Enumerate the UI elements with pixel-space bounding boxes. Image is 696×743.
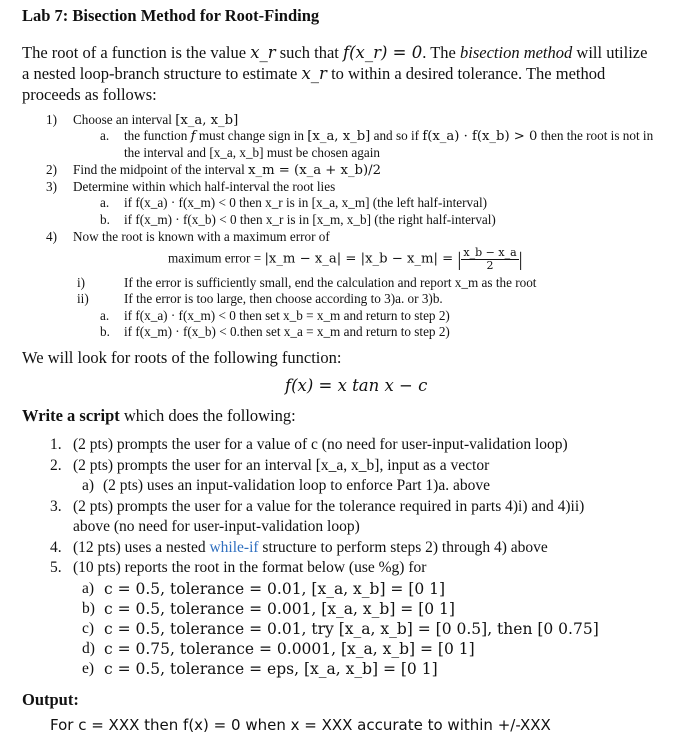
item-num: 5.	[50, 559, 62, 576]
interval: [x_a, x_b]	[307, 129, 371, 144]
item-text: (12 pts) uses a nested	[73, 539, 210, 556]
abs-bar-left: |	[457, 248, 462, 271]
item-num: 4.	[50, 539, 62, 556]
intro-line-2	[22, 64, 605, 84]
step-4a-num: a.	[100, 308, 110, 323]
intro-text: such that	[275, 43, 344, 62]
bisection-method-term: bisection method	[460, 43, 573, 62]
case-num: c)	[82, 620, 95, 637]
step-4i-num: i)	[77, 275, 86, 290]
step-3b: if f(x_m) · f(x_b) < 0 then x_r is in [x_m, x_b] (the right half-interval)	[124, 212, 496, 227]
step-4ii-num: ii)	[77, 291, 89, 306]
case-num: b)	[82, 600, 95, 617]
case-e: c = 0.5, tolerance = eps, [x_a, x_b] = [0 1]	[104, 660, 438, 678]
midpoint-equation: x_m = (x_a + x_b)/2	[248, 163, 381, 178]
step-1a-line-2: the interval and [x_a, x_b] must be chosen again	[124, 145, 380, 160]
item-num: 3.	[50, 498, 62, 515]
max-error-fraction	[461, 247, 518, 272]
output-heading: Output:	[22, 690, 79, 709]
interval: [x_a, x_b]	[175, 113, 239, 128]
script-item-2a: (2 pts) uses an input-validation loop to enforce Part 1)a. above	[103, 477, 490, 494]
step-text: must change sign in	[195, 128, 308, 143]
item-num: 1.	[50, 436, 62, 453]
case-num: e)	[82, 660, 95, 677]
case-num: a)	[82, 580, 95, 597]
step-text: and so if	[370, 128, 423, 143]
intro-text: . The	[422, 43, 460, 62]
script-item-4	[73, 539, 548, 557]
xr-symbol: x_r	[301, 64, 327, 83]
step-3: Determine within which half-interval the root lies	[73, 179, 336, 194]
function-equation: f(x) = x tan x − c	[285, 376, 428, 395]
script-heading-rest: which does the following:	[119, 406, 296, 425]
xr-symbol: x_r	[250, 43, 276, 62]
step-4b-num: b.	[100, 324, 110, 339]
fxr-equation: f(x_r) = 0	[343, 43, 423, 62]
step-1a-num: a.	[100, 128, 110, 143]
step-3b-num: b.	[100, 212, 110, 227]
script-heading	[22, 406, 296, 426]
step-text: Find the midpoint of the interval	[73, 162, 249, 177]
step-1a	[124, 128, 653, 145]
intro-text: will utilize	[572, 43, 648, 62]
max-error-expression: |x_m − x_a| = |x_b − x_m| =	[264, 251, 458, 267]
item-num: 2.	[50, 457, 62, 474]
item-text: structure to perform steps 2) through 4) above	[258, 539, 548, 556]
intro-text: a nested loop-branch structure to estimate	[22, 64, 302, 83]
step-text: Choose an interval	[73, 112, 176, 127]
step-4: Now the root is known with a maximum error of	[73, 229, 330, 244]
abs-bar-right: |	[518, 248, 523, 271]
step-2	[73, 162, 381, 179]
step-4-num: 4)	[46, 229, 57, 244]
step-text: then the root is not in	[537, 128, 654, 143]
case-d: c = 0.75, tolerance = 0.0001, [x_a, x_b] = [0 1]	[104, 640, 475, 658]
fraction-numerator: x_b − x_a	[463, 246, 517, 259]
step-4b: if f(x_m) · f(x_b) < 0.then set x_a = x_m and return to step 2)	[124, 324, 450, 339]
max-error-equation	[168, 247, 523, 272]
script-item-2: (2 pts) prompts the user for an interval [x_a, x_b], input as a vector	[73, 457, 490, 474]
step-1	[73, 112, 238, 129]
script-heading-bold: Write a script	[22, 406, 120, 425]
intro-line-1	[22, 43, 647, 63]
step-4a: if f(x_a) · f(x_m) < 0 then set x_b = x_m and return to step 2)	[124, 308, 450, 323]
intro-text: The root of a function is the value	[22, 43, 251, 62]
step-3a: if f(x_a) · f(x_m) < 0 then x_r is in [x_a, x_m] (the left half-interval)	[124, 195, 488, 210]
case-a: c = 0.5, tolerance = 0.01, [x_a, x_b] = [0 1]	[104, 580, 446, 598]
sign-condition: f(x_a) · f(x_b) > 0	[422, 129, 538, 144]
case-num: d)	[82, 640, 95, 657]
step-text: the function	[124, 128, 191, 143]
page-title: Lab 7: Bisection Method for Root-Finding	[22, 6, 320, 25]
intro-text: to within a desired tolerance. The method	[326, 64, 606, 83]
step-2-num: 2)	[46, 162, 57, 177]
step-3a-num: a.	[100, 195, 110, 210]
max-error-label: maximum error =	[168, 250, 265, 266]
f-symbol: f	[190, 129, 196, 144]
script-item-5: (10 pts) reports the root in the format below (use %g) for	[73, 559, 427, 576]
script-item-3: (2 pts) prompts the user for a value for the tolerance required in parts 4)i) and 4)ii)	[73, 498, 585, 515]
item-num: a)	[82, 477, 95, 494]
step-4ii: If the error is too large, then choose according to 3)a. or 3)b.	[124, 291, 443, 306]
step-4i: If the error is sufficiently small, end the calculation and report x_m as the root	[124, 275, 537, 290]
script-item-1: (2 pts) prompts the user for a value of c (no need for user-input-validation loop)	[73, 436, 568, 453]
step-1-num: 1)	[46, 112, 57, 127]
step-3-num: 3)	[46, 179, 57, 194]
while-if-link[interactable]: while-if	[209, 539, 259, 556]
fraction-denominator: 2	[486, 259, 494, 272]
case-c: c = 0.5, tolerance = 0.01, try [x_a, x_b] = [0 0.5], then [0 0.75]	[104, 620, 599, 638]
script-item-3-cont: above (no need for user-input-validation loop)	[73, 518, 360, 535]
case-b: c = 0.5, tolerance = 0.001, [x_a, x_b] = [0 1]	[104, 600, 455, 618]
roots-intro: We will look for roots of the following function:	[22, 348, 342, 367]
output-format-line: For c = XXX then f(x) = 0 when x = XXX accurate to within +/-XXX	[50, 716, 551, 734]
intro-line-3: proceeds as follows:	[22, 85, 157, 104]
